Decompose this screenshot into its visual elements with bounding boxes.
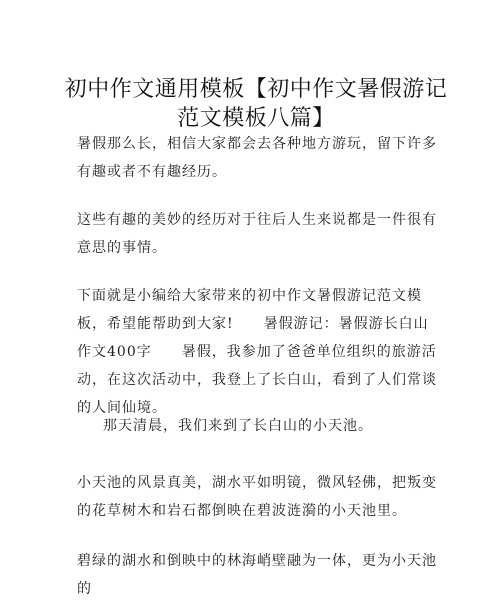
- document-title: 初中作文通用模板【初中作文暑假游记范文模板八篇】: [64, 76, 448, 131]
- paragraph-3: 下面就是小编给大家带来的初中作文暑假游记范文模板，希望能帮助到大家! 暑假游记：暑假游长白山作文400字 暑假，我参加了爸爸单位组织的旅游活动，在这次活动中，我登上了长白山，看到了人们常谈的人间仙境。: [77, 288, 437, 416]
- paragraph-5: 小天池的风景真美，湖水平如明镜，微风轻佛，把叛变的花草树木和岩石都倒映在碧波涟漪的小天池里。: [77, 475, 437, 519]
- paragraph-1: 暑假那么长，相信大家都会去各种地方游玩，留下许多有趣或者不有趣经历。: [77, 136, 437, 180]
- paragraph-4: 那天清晨，我们来到了长白山的小天池。: [103, 418, 373, 434]
- paragraph-2: 这些有趣的美妙的经历对于往后人生来说都是一件很有意思的事情。: [77, 212, 437, 256]
- paragraph-6: 碧绿的湖水和倒映中的林海峭壁融为一体，更为小天池的: [77, 553, 437, 597]
